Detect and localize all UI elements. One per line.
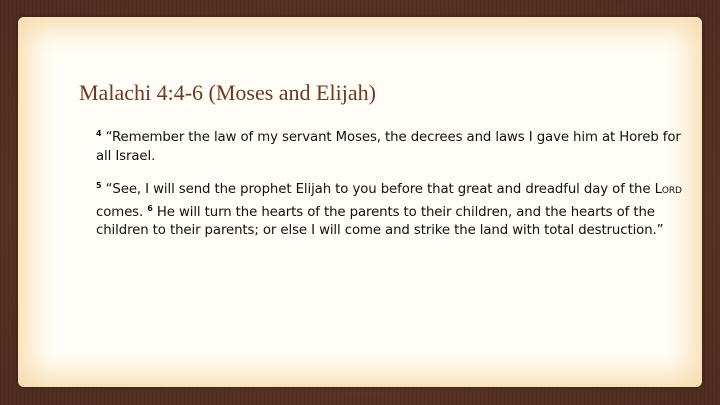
slide [18,17,702,387]
verse-number: 6 [147,203,153,213]
verse-text: comes. [96,204,148,220]
verse-number: 5 [96,181,102,190]
verse-text: “See, I will send the prophet Elijah to you before that great and dreadful day of the [105,182,655,197]
verse-5-6 [96,177,696,241]
verse-text: “Remember the law of my servant Moses, the decrees and laws I gave him at Horeb for all Israel. [96,130,681,164]
verse-text: He will turn the hearts of the parents to their children, and the hearts of the children to their parents; or else I will come and strike the land with total destruction.” [96,204,664,239]
verse-4 [96,125,696,166]
slide-title: Malachi 4:4-6 (Moses and Elijah) [79,80,376,105]
lord-small-caps: Lord [654,182,682,197]
verse-number: 4 [96,129,102,138]
